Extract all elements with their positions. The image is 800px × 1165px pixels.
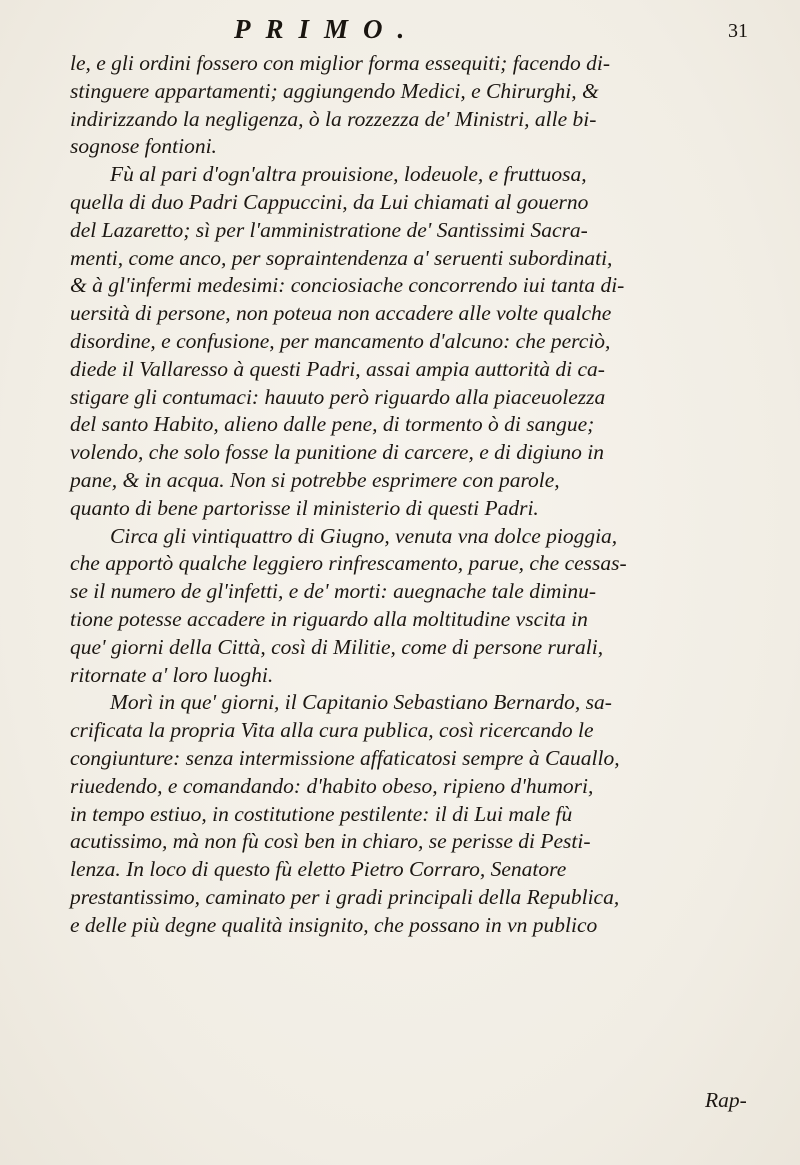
text-line: del Lazaretto; sì per l'amministratione de' Santissimi Sacra- [70, 217, 588, 242]
text-line: lenza. In loco di questo fù eletto Pietro Corraro, Senatore [70, 857, 567, 882]
text-line: e delle più degne qualità insignito, che possano in vn publico [70, 912, 598, 937]
text-line: ritornate a' loro luoghi. [70, 662, 274, 687]
text-line: diede il Vallaresso à questi Padri, assai ampia auttorità di ca- [70, 356, 605, 381]
text-line: quella di duo Padri Cappuccini, da Lui chiamati al gouerno [70, 189, 589, 214]
paragraph-start-line: Fù al pari d'ogn'altra prouisione, lodeuole, e fruttuosa, [110, 162, 587, 187]
text-line: tione potesse accadere in riguardo alla moltitudine vscita in [70, 606, 588, 631]
text-line: in tempo estiuo, in costitutione pestilente: il di Lui male fù [70, 801, 573, 826]
text-line: stinguere appartamenti; aggiungendo Medici, e Chirurghi, & [70, 78, 599, 103]
text-line: stigare gli contumaci: hauuto però riguardo alla piaceuolezza [70, 384, 606, 409]
text-line: del santo Habito, alieno dalle pene, di tormento ò di sangue; [70, 412, 595, 437]
text-line: indirizzando la negligenza, ò la rozzezza de' Ministri, alle bi- [70, 106, 597, 131]
text-line: acutissimo, mà non fù così ben in chiaro, se perisse di Pesti- [70, 829, 591, 854]
running-head: PRIMO. [234, 14, 420, 44]
text-line: congiunture: senza intermissione affaticatosi sempre à Cauallo, [70, 745, 620, 770]
paragraph-start-line: Circa gli vintiquattro di Giugno, venuta vna dolce pioggia, [110, 523, 618, 548]
text-line: & à gl'infermi medesimi: conciosiache concorrendo iui tanta di- [70, 273, 625, 298]
text-line: crificata la propria Vita alla cura publica, così ricercando le [70, 718, 594, 743]
catchword: Rap- [705, 1088, 747, 1112]
text-line: le, e gli ordini fossero con miglior forma essequiti; facendo di- [70, 51, 611, 75]
text-line: se il numero de gl'infetti, e de' morti: auegnache tale diminu- [70, 579, 597, 604]
text-line: uersità di persone, non poteua non accadere alle volte qualche [70, 301, 612, 326]
text-line: que' giorni della Città, così di Militie, come di persone rurali, [70, 634, 604, 659]
paragraph-start-line: Morì in que' giorni, il Capitanio Sebastiano Bernardo, sa- [110, 690, 612, 715]
text-line: disordine, e confusione, per mancamento d'alcuno: che perciò, [70, 328, 611, 353]
text-line: pane, & in acqua. Non si potrebbe esprimere con parole, [70, 467, 560, 492]
text-line: che apportò qualche leggiero rinfrescamento, parue, che cessas- [70, 551, 627, 576]
text-line: prestantissimo, caminato per i gradi principali della Republica, [70, 884, 620, 909]
page-number: 31 [728, 20, 748, 42]
text-line: menti, come anco, per sopraintendenza a' seruenti subordinati, [70, 245, 613, 270]
text-line: riuedendo, e comandando: d'habito obeso, ripieno d'humori, [70, 773, 594, 798]
text-line: sognose fontioni. [70, 134, 217, 159]
text-line: volendo, che solo fosse la punitione di carcere, e di digiuno in [70, 440, 605, 465]
body-text [70, 50, 770, 940]
page-header [0, 14, 800, 48]
text-line: quanto di bene partorisse il ministerio di questi Padri. [70, 495, 539, 520]
